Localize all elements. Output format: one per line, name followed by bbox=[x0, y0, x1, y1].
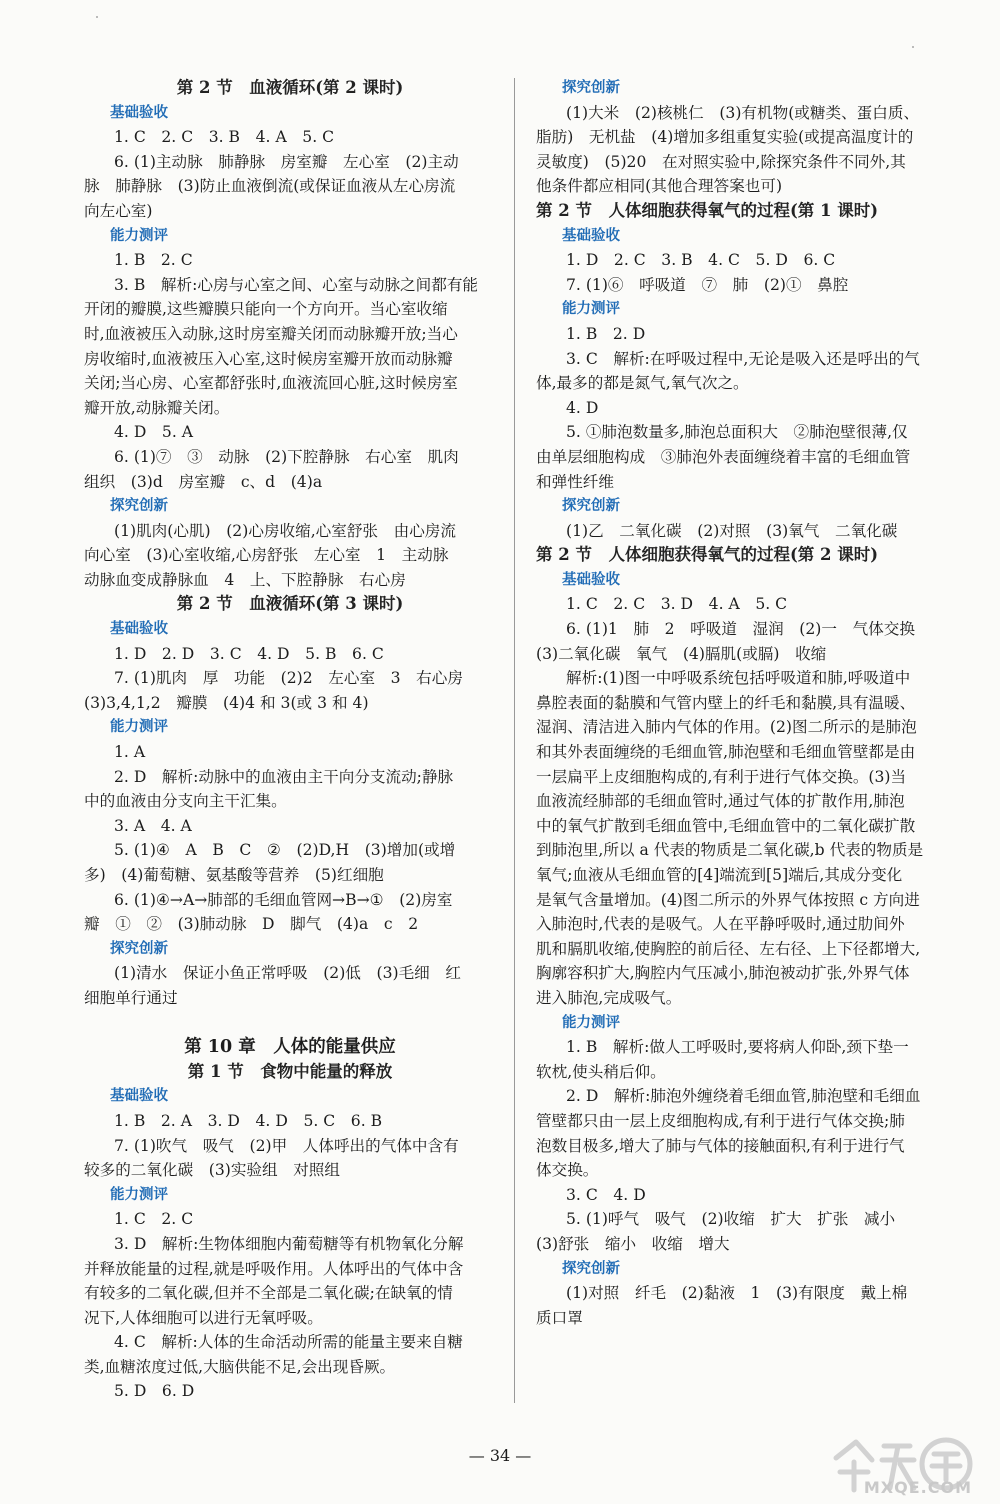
answer-line: 鼻腔表面的黏膜和气管内壁上的纤毛和黏膜,具有温暖、 bbox=[536, 693, 916, 712]
answer-line: 况下,人体细胞可以进行无氧呼吸。 bbox=[84, 1308, 323, 1327]
subsection-label: 基础验收 bbox=[110, 1088, 168, 1105]
answer-line: 细胞单行通过 bbox=[84, 988, 178, 1007]
left-column bbox=[84, 76, 496, 1404]
answer-line: 泡数目极多,增大了肺与气体的接触面积,有利于进行气 bbox=[536, 1136, 905, 1155]
answer-line: 1. B 2. A 3. D 4. D 5. C 6. B bbox=[114, 1111, 383, 1130]
subsection-label: 基础验收 bbox=[562, 571, 620, 588]
section-heading: 第 1 节 食物中能量的释放 bbox=[187, 1061, 393, 1081]
chapter-heading: 第 10 章 人体的能量供应 bbox=[184, 1037, 396, 1058]
answer-line: (1)对照 纤毛 (2)黏液 1 (3)有限度 戴上棉 bbox=[566, 1284, 908, 1303]
answer-line: 组织 (3)d 房室瓣 c、d (4)a bbox=[84, 472, 323, 491]
answer-line: 7. (1)吹气 吸气 (2)甲 人体呼出的气体中含有 bbox=[114, 1136, 459, 1155]
answer-line: (3)3,4,1,2 瓣膜 (4)4 和 3(或 3 和 4) bbox=[84, 693, 369, 712]
answer-line: 1. C 2. C 3. B 4. A 5. C bbox=[114, 128, 335, 147]
spacer bbox=[84, 1011, 496, 1036]
answer-line: 1. D 2. C 3. B 4. C 5. D 6. C bbox=[566, 251, 836, 270]
section-heading: 第 2 节 人体细胞获得氧气的过程(第 2 课时) bbox=[536, 545, 879, 565]
section-heading: 第 2 节 人体细胞获得氧气的过程(第 1 课时) bbox=[536, 200, 879, 220]
subsection-label: 探究创新 bbox=[562, 498, 620, 515]
answer-line: 一层扁平上皮细胞构成的,有利于进行气体交换。(3)当 bbox=[536, 767, 907, 786]
answer-line: 2. D 解析:肺泡外缠绕着毛细血管,肺泡壁和毛细血 bbox=[566, 1087, 921, 1106]
answer-line: 2. D 解析:动脉中的血液由主干向分支流动;静脉 bbox=[114, 767, 454, 786]
answer-line: 体,最多的都是氮气,氧气次之。 bbox=[536, 374, 749, 393]
answer-line: 7. (1)⑥ 呼吸道 ⑦ 肺 (2)① 鼻腔 bbox=[566, 275, 849, 294]
watermark-text: MXQE.COM bbox=[863, 1478, 972, 1497]
answer-line: 脉 肺静脉 (3)防止血液倒流(或保证血液从左心房流 bbox=[84, 177, 456, 196]
answer-line: 和其外表面缠绕的毛细血管,肺泡壁和毛细血管壁都是由 bbox=[536, 743, 916, 762]
section-heading: 第 2 节 血液循环(第 2 课时) bbox=[176, 78, 404, 97]
answer-line: 较多的二氧化碳 (3)实验组 对照组 bbox=[84, 1161, 340, 1180]
answer-line: 瓣开放,动脉瓣关闭。 bbox=[84, 398, 230, 417]
answer-line: 瓣 ① ② (3)肺动脉 D 脚气 (4)a c 2 bbox=[84, 915, 419, 934]
answer-line: 类,血糖浓度过低,大脑供能不足,会出现昏厥。 bbox=[84, 1357, 396, 1376]
subsection-label: 能力测评 bbox=[110, 1186, 168, 1203]
subsection-label: 基础验收 bbox=[110, 104, 168, 121]
answer-line: 到肺泡里,所以 a 代表的物质是二氧化碳,b 代表的物质是 bbox=[536, 841, 924, 860]
answer-line: 中的氧气扩散到毛细血管中,毛细血管中的二氧化碳扩散 bbox=[536, 816, 916, 835]
section-heading: 第 2 节 血液循环(第 3 课时) bbox=[176, 594, 404, 614]
answer-line: 向左心室) bbox=[84, 201, 153, 220]
answer-line: 是氧气含量增加。(4)图二所示的外界气体按照 c 方向进 bbox=[536, 890, 920, 909]
answer-line: 肌和膈肌收缩,使胸腔的前后径、左右径、上下径都增大, bbox=[536, 939, 921, 958]
answer-line: 向心室 (3)心室收缩,心房舒张 左心室 1 主动脉 bbox=[84, 546, 449, 565]
answer-line: 脂肪) 无机盐 (4)增加多组重复实验(或提高温度计的 bbox=[536, 128, 914, 147]
answer-line: 5. ①肺泡数量多,肺泡总面积大 ②肺泡壁很薄,仅 bbox=[566, 423, 908, 442]
answer-line: (3)二氧化碳 氧气 (4)膈肌(或膈) 收缩 bbox=[536, 644, 827, 663]
answer-line: 4. D 5. A bbox=[114, 423, 194, 442]
subsection-label: 能力测评 bbox=[110, 227, 168, 244]
answer-line: 和弹性纤维 bbox=[536, 472, 614, 491]
answer-line: (3)舒张 缩小 收缩 增大 bbox=[536, 1234, 730, 1253]
answer-line: 时,血液被压入动脉,这时房室瓣关闭而动脉瓣开放;当心 bbox=[84, 324, 458, 343]
answer-line: 多) (4)葡萄糖、氨基酸等营养 (5)红细胞 bbox=[84, 866, 384, 884]
answer-line: 4. D bbox=[566, 398, 599, 417]
subsection-label: 能力测评 bbox=[562, 301, 620, 318]
subsection-label: 探究创新 bbox=[562, 1260, 620, 1277]
answer-line: 6. (1)④→A→肺部的毛细血管网→B→① (2)房室 bbox=[114, 890, 453, 909]
answer-line: 5. D 6. D bbox=[114, 1382, 195, 1401]
subsection-label: 探究创新 bbox=[110, 940, 168, 957]
answer-line: 他条件都应相同(其他合理答案也可) bbox=[536, 177, 783, 196]
answer-line: 软枕,使头稍后仰。 bbox=[536, 1062, 666, 1081]
answer-line: (1)大米 (2)核桃仁 (3)有机物(或糖类、蛋白质、 bbox=[566, 103, 920, 122]
subsection-label: 探究创新 bbox=[110, 498, 168, 515]
answer-line: 并释放能量的过程,就是呼吸作用。人体呼出的气体中含 bbox=[84, 1259, 464, 1278]
answer-line: 3. C 4. D bbox=[566, 1185, 646, 1204]
scan-mark bbox=[96, 16, 98, 18]
answer-line: 1. B 解析:做人工呼吸时,要将病人仰卧,颈下垫一 bbox=[566, 1038, 909, 1057]
answer-line: 动脉血变成静脉血 4 上、下腔静脉 右心房 bbox=[84, 570, 406, 589]
answer-line: 房收缩时,血液被压入心室,这时候房室瓣开放而动脉瓣 bbox=[84, 349, 453, 368]
answer-line: 5. (1)呼气 吸气 (2)收缩 扩大 扩张 减小 bbox=[566, 1210, 896, 1229]
answer-line: 1. B 2. D bbox=[566, 324, 646, 343]
answer-line: (1)肌肉(心肌) (2)心房收缩,心室舒张 由心房流 bbox=[114, 521, 456, 540]
answer-line: 管壁都只由一层上皮细胞构成,有利于进行气体交换;肺 bbox=[536, 1111, 905, 1130]
answer-line: 3. A 4. A bbox=[114, 816, 192, 835]
answer-line: 中的血液由分支向主干汇集。 bbox=[84, 792, 287, 811]
subsection-label: 能力测评 bbox=[562, 1014, 620, 1031]
answer-line: 1. C 2. C bbox=[114, 1210, 194, 1229]
answer-line: 灵敏度) (5)20 在对照实验中,除探究条件不同外,其 bbox=[536, 152, 906, 171]
answer-line: 胸廓容积扩大,胸腔内气压减小,肺泡被动扩张,外界气体 bbox=[536, 964, 910, 983]
answer-line: 有较多的二氧化碳,但并不全部是二氧化碳;在缺氧的情 bbox=[84, 1284, 453, 1303]
answer-line: 由单层细胞构成 ③肺泡外表面缠绕着丰富的毛细血管 bbox=[536, 447, 911, 466]
right-column bbox=[536, 76, 946, 1330]
answer-line: 进入肺泡,完成吸气。 bbox=[536, 988, 682, 1007]
answer-line: 6. (1)⑦ ③ 动脉 (2)下腔静脉 右心室 肌肉 bbox=[114, 447, 459, 466]
column-divider bbox=[514, 78, 515, 1403]
answer-line: 4. C 解析:人体的生命活动所需的能量主要来自糖 bbox=[114, 1333, 463, 1352]
subsection-label: 基础验收 bbox=[110, 621, 168, 638]
answer-line: 6. (1)主动脉 肺静脉 房室瓣 左心室 (2)主动 bbox=[114, 152, 459, 171]
answer-line: 入肺泡时,代表的是吸气。人在平静呼吸时,通过肋间外 bbox=[536, 915, 905, 934]
answer-line: 3. C 解析:在呼吸过程中,无论是吸入还是呼出的气 bbox=[566, 349, 920, 368]
answer-line: 1. A bbox=[114, 743, 146, 762]
answer-line: 氧气;血液从毛细血管的[4]端流到[5]端后,其成分变化 bbox=[536, 866, 903, 884]
answer-line: 7. (1)肌肉 厚 功能 (2)2 左心室 3 右心房 bbox=[114, 669, 463, 688]
answer-line: 开闭的瓣膜,这些瓣膜只能向一个方向开。当心室收缩 bbox=[84, 300, 448, 319]
subsection-label: 能力测评 bbox=[110, 719, 168, 736]
answer-line: 6. (1)1 肺 2 呼吸道 湿润 (2)一 气体交换 bbox=[566, 620, 915, 639]
answer-line: 血液流经肺部的毛细血管时,通过气体的扩散作用,肺泡 bbox=[536, 792, 905, 811]
answer-line: 1. C 2. C 3. D 4. A 5. C bbox=[566, 595, 788, 614]
subsection-label: 基础验收 bbox=[562, 227, 620, 244]
scan-mark bbox=[912, 46, 914, 48]
page-number: — 34 — bbox=[468, 1446, 532, 1465]
answer-line: 解析:(1)图一中呼吸系统包括呼吸道和肺,呼吸道中 bbox=[566, 669, 911, 688]
answer-line: 3. D 解析:生物体细胞内葡萄糖等有机物氧化分解 bbox=[114, 1234, 464, 1253]
answer-line: (1)清水 保证小鱼正常呼吸 (2)低 (3)毛细 红 bbox=[114, 964, 461, 983]
answer-line: 1. B 2. C bbox=[114, 251, 193, 270]
answer-line: 3. B 解析:心房与心室之间、心室与动脉之间都有能 bbox=[114, 275, 479, 294]
answer-line: 质口罩 bbox=[536, 1308, 583, 1327]
answer-line: 5. (1)④ A B C ② (2)D,H (3)增加(或增 bbox=[114, 841, 456, 860]
answer-line: 关闭;当心房、心室都舒张时,血液流回心脏,这时候房室 bbox=[84, 374, 458, 393]
answer-line: (1)乙 二氧化碳 (2)对照 (3)氧气 二氧化碳 bbox=[566, 521, 898, 540]
answer-line: 湿润、清洁进入肺内气体的作用。(2)图二所示的是肺泡 bbox=[536, 718, 917, 737]
answer-line: 1. D 2. D 3. C 4. D 5. B 6. C bbox=[114, 644, 384, 663]
answer-line: 体交换。 bbox=[536, 1161, 599, 1180]
subsection-label: 探究创新 bbox=[562, 80, 620, 96]
